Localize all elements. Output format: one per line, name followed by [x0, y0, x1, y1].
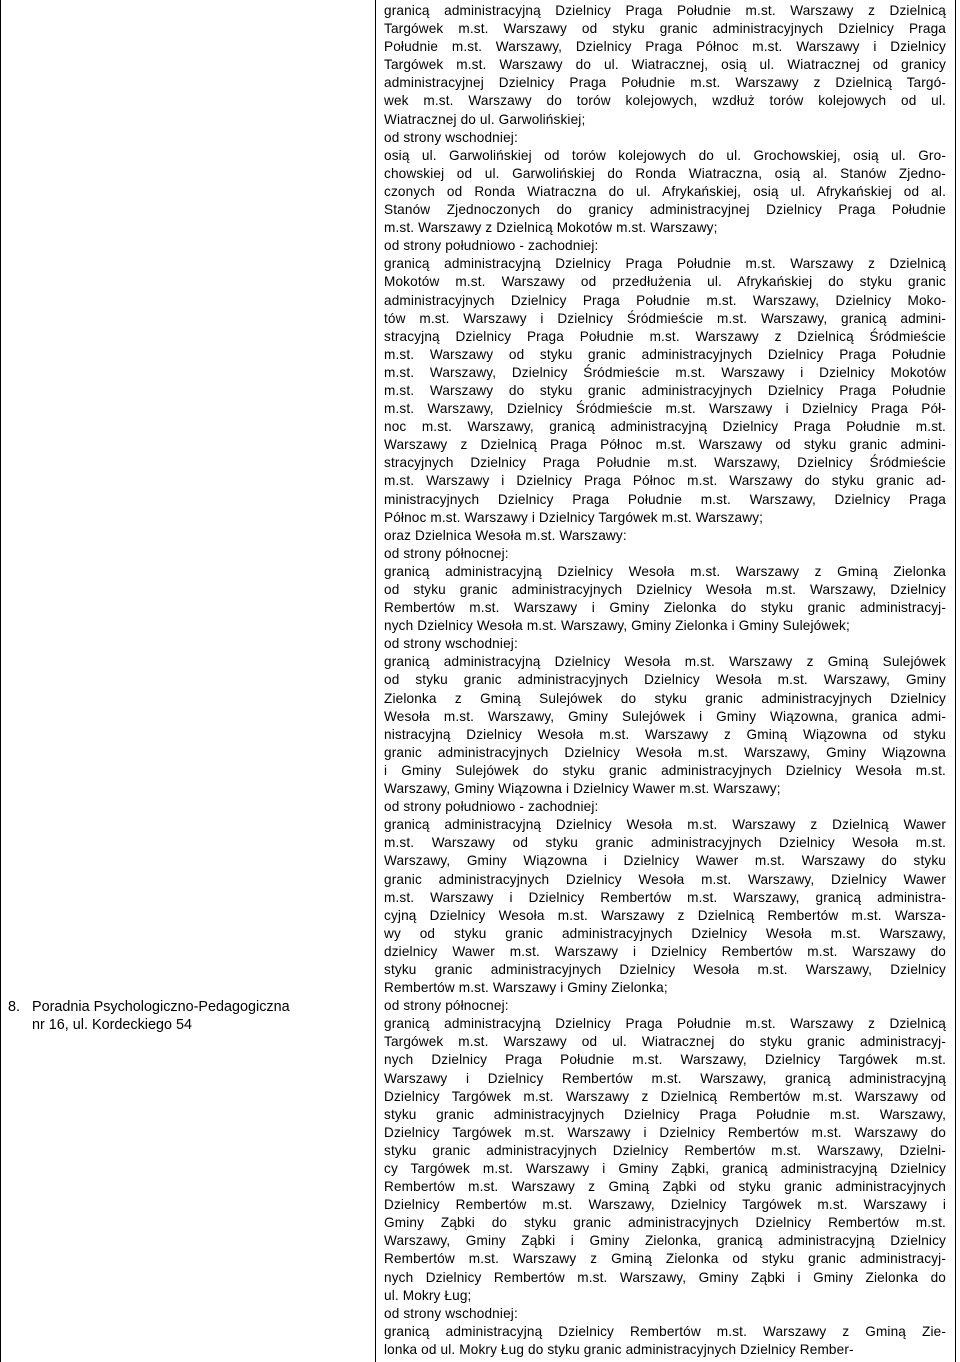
description-line: m.st. Warszawy, Dzielnicy Śródmieście m.st. Warszawy i Dzielnicy Praga Pół- — [384, 401, 946, 417]
description-line: od strony północnej: — [384, 545, 509, 561]
description-line: noc m.st. Warszawy, granicą administracyjną Dzielnicy Praga Południe m.st. — [384, 419, 946, 435]
description-line: Stanów Zjednoczonych do granicy administracyjnej Dzielnicy Praga Południe — [384, 202, 946, 218]
description-line: dzielnicy Wawer m.st. Warszawy i Dzielnicy Rembertów m.st. Warszawy do — [384, 943, 946, 959]
description-line: Gminy Ząbki do styku granic administracyjnych Dzielnicy Rembertów m.st. — [384, 1215, 946, 1231]
description-line: Północ m.st. Warszawy i Dzielnicy Targówek m.st. Warszawy; — [384, 509, 764, 525]
description-line: Warszawy, Gminy Ząbki i Gminy Zielonka, granicą administracyjną Dzielnicy — [384, 1233, 946, 1249]
entry-number: 8. — [8, 999, 21, 1015]
description-line: Dzielnicy Targówek m.st. Warszawy z Dzielnicą Rembertów m.st. Warszawy od — [384, 1088, 946, 1104]
description-line: Mokotów m.st. Warszawy od przedłużenia ul. Afrykańskiej do styku granic — [384, 274, 946, 290]
description-line: chowskiej od ul. Garwolińskiej do Ronda Wiatraczna, osią al. Stanów Zjedno- — [384, 165, 946, 181]
description-line: Dzielnicy Targówek m.st. Warszawy i Dzielnicy Rembertów m.st. Warszawy do — [384, 1124, 946, 1140]
description-line: Rembertów m.st. Warszawy i Gminy Zielonka; — [384, 980, 668, 996]
description-line: styku granic administracyjnych Dzielnicy Wesoła m.st. Warszawy, Dzielnicy — [384, 961, 946, 977]
description-line: Warszawy z Dzielnicą Praga Północ m.st. Warszawy od styku granic admini- — [384, 437, 946, 453]
description-line: m.st. Warszawy od styku granic administracyjnych Dzielnicy Praga Południe — [384, 346, 946, 362]
description-line: wy od styku granic administracyjnych Dzielnicy Wesoła m.st. Warszawy, — [384, 925, 946, 941]
description-line: osią ul. Garwolińskiej od torów kolejowych do ul. Grochowskiej, osią ul. Gro- — [384, 147, 946, 163]
description-line: czonych od Ronda Wiatraczna do ul. Afrykańskiej, osią ul. Afrykańskiej od al. — [384, 183, 946, 199]
description-line: granicą administracyjną Dzielnicy Rembertów m.st. Warszawy z Gminą Zie- — [384, 1323, 946, 1339]
entry-name: Poradnia Psychologiczno-Pedagogiczna nr 16, ul. Kordeckiego 54 — [32, 999, 290, 1033]
description-line: od strony południowo - zachodniej: — [384, 238, 599, 254]
description-line: m.st. Warszawy z Dzielnicą Mokotów m.st. Warszawy; — [384, 220, 718, 236]
description-line: m.st. Warszawy od styku granic administracyjnych Dzielnicy Wesoła m.st. — [384, 835, 946, 851]
description-line: od styku granic administracyjnych Dzielnicy Wesoła m.st. Warszawy, Dzielnicy — [384, 582, 946, 597]
description-line: administracyjnych Dzielnicy Praga Południe m.st. Warszawy, Dzielnicy Moko- — [384, 292, 946, 308]
description-line: styku granic administracyjnych Dzielnicy Rembertów m.st. Warszawy, Dzielni- — [384, 1142, 946, 1158]
description-line: m.st. Warszawy, Dzielnicy Śródmieście m.st. Warszawy i Dzielnicy Mokotów — [384, 364, 946, 380]
description-line: granicą administracyjną Dzielnicy Wesoła m.st. Warszawy z Dzielnicą Wawer — [384, 817, 946, 833]
description-line: granicą administracyjną Dzielnicy Wesoła m.st. Warszawy z Gminą Sulejówek — [384, 654, 946, 670]
description-line: stracyjnych Dzielnicy Praga Południe m.st. Warszawy, Dzielnicy Śródmieście — [384, 455, 946, 471]
description-line: Targówek m.st. Warszawy od ul. Wiatracznej do styku granic administracyj- — [384, 1034, 946, 1050]
description-line: Warszawy, Gminy Wiązowna i Dzielnicy Wawer m.st. Warszawy; — [384, 781, 781, 797]
description-line: Wiatracznej do ul. Garwolińskiej; — [384, 111, 586, 127]
table-border-right — [955, 0, 956, 1362]
description-line: m.st. Warszawy do styku granic administracyjnych Dzielnicy Praga Południe — [384, 382, 946, 398]
description-line: granicą administracyjną Dzielnicy Praga Południe m.st. Warszawy z Dzielnicą — [384, 256, 946, 272]
description-line: nistracyjną Dzielnicy Wesoła m.st. Warszawy z Gminą Wiązowna od styku — [384, 726, 946, 742]
description-line: Warszawy, Gminy Wiązowna i Dzielnicy Wawer m.st. Warszawy do styku — [384, 853, 946, 869]
description-line: lonka od ul. Mokry Ług do styku granic administracyjnych Dzielnicy Rember- — [384, 1341, 854, 1357]
description-line: od strony wschodniej: — [384, 129, 518, 145]
description-line: granic administracyjnych Dzielnicy Wesoła m.st. Warszawy, Dzielnicy Wawer — [384, 871, 946, 887]
description-line: od styku granic administracyjnych Dzielnicy Wesoła m.st. Warszawy, Gminy — [384, 672, 946, 688]
description-line: Wesoła m.st. Warszawy, Gminy Sulejówek i Gminy Wiązowna, granica admi- — [384, 708, 946, 724]
description-line: stracyjną Dzielnicy Praga Południe m.st. Warszawy z Dzielnicą Śródmieście — [384, 328, 946, 344]
description-line: Rembertów m.st. Warszawy i Gminy Zielonka do styku granic administracyj- — [384, 600, 946, 616]
description-line: nych Dzielnicy Rembertów m.st. Warszawy, Gminy Ząbki i Gminy Zielonka do — [384, 1269, 946, 1285]
description-line: styku granic administracyjnych Dzielnicy Praga Południe m.st. Warszawy, — [384, 1106, 946, 1122]
table-border-left — [0, 0, 1, 1362]
description-line: i Gminy Sulejówek do styku granic administracyjnych Dzielnicy Wesoła m.st. — [384, 762, 946, 778]
description-line: ministracyjnych Dzielnicy Praga Południe m.st. Warszawy, Dzielnicy Praga — [384, 491, 946, 507]
description-line: granicą administracyjną Dzielnicy Praga Południe m.st. Warszawy z Dzielnicą — [384, 1016, 946, 1032]
description-line: granic administracyjnych Dzielnicy Wesoła m.st. Warszawy, Gminy Wiązowna — [384, 744, 946, 760]
description-line: od strony wschodniej: — [384, 1305, 518, 1321]
description-line: Rembertów m.st. Warszawy z Gminą Ząbki od styku granic administracyjnych — [384, 1179, 946, 1195]
description-line: granicą administracyjną Dzielnicy Praga Południe m.st. Warszawy z Dzielnicą — [384, 3, 946, 18]
description-line: oraz Dzielnica Wesoła m.st. Warszawy: — [384, 527, 627, 543]
description-line: od strony północnej: — [384, 998, 509, 1014]
description-line: ul. Mokry Ług; — [384, 1287, 472, 1303]
description-line: administracyjnej Dzielnicy Praga Południe m.st. Warszawy z Dzielnicą Targó- — [384, 75, 946, 91]
description-line: m.st. Warszawy i Dzielnicy Praga Północ m.st. Warszawy do styku granic ad- — [384, 473, 946, 489]
description-line: nych Dzielnicy Wesoła m.st. Warszawy, Gminy Zielonka i Gminy Sulejówek; — [384, 618, 850, 634]
description-line: od strony wschodniej: — [384, 636, 518, 652]
description-line: cyjną Dzielnicy Wesoła m.st. Warszawy z Dzielnicą Rembertów m.st. Warsza- — [384, 907, 946, 923]
description-line: wek m.st. Warszawy do torów kolejowych, wzdłuż torów kolejowych od ul. — [384, 93, 946, 109]
description-line: tów m.st. Warszawy i Dzielnicy Śródmieście m.st. Warszawy, granicą admini- — [384, 310, 946, 326]
description-line: Rembertów m.st. Warszawy z Gminą Zielonka od styku granic administracyj- — [384, 1251, 946, 1267]
description-line: Targówek m.st. Warszawy od styku granic administracyjnych Dzielnicy Praga — [384, 21, 946, 37]
description-line: nych Dzielnicy Praga Południe m.st. Warszawy, Dzielnicy Targówek m.st. — [384, 1052, 946, 1068]
table-row-entry-cell — [8, 998, 370, 1034]
description-line: m.st. Warszawy i Dzielnicy Rembertów m.st. Warszawy, granicą administra- — [384, 889, 946, 905]
description-line: od strony południowo - zachodniej: — [384, 799, 599, 815]
boundary-description — [384, 2, 946, 1359]
description-line: Targówek m.st. Warszawy do ul. Wiatracznej, osią ul. Wiatracznej od granicy — [384, 57, 946, 73]
table-column-divider — [375, 0, 376, 1362]
description-line: Zielonka z Gminą Sulejówek do styku granic administracyjnych Dzielnicy — [384, 690, 946, 706]
description-line: Warszawy i Dzielnicy Rembertów m.st. Warszawy, granicą administracyjną — [384, 1070, 946, 1086]
description-line: Dzielnicy Rembertów m.st. Warszawy, Dzielnicy Targówek m.st. Warszawy i — [384, 1197, 946, 1213]
description-line: cy Targówek m.st. Warszawy i Gminy Ząbki, granicą administracyjną Dzielnicy — [384, 1161, 946, 1176]
description-line: Południe m.st. Warszawy, Dzielnicy Praga Północ m.st. Warszawy i Dzielnicy — [384, 39, 946, 55]
description-line: granicą administracyjną Dzielnicy Wesoła m.st. Warszawy z Gminą Zielonka — [384, 563, 946, 579]
